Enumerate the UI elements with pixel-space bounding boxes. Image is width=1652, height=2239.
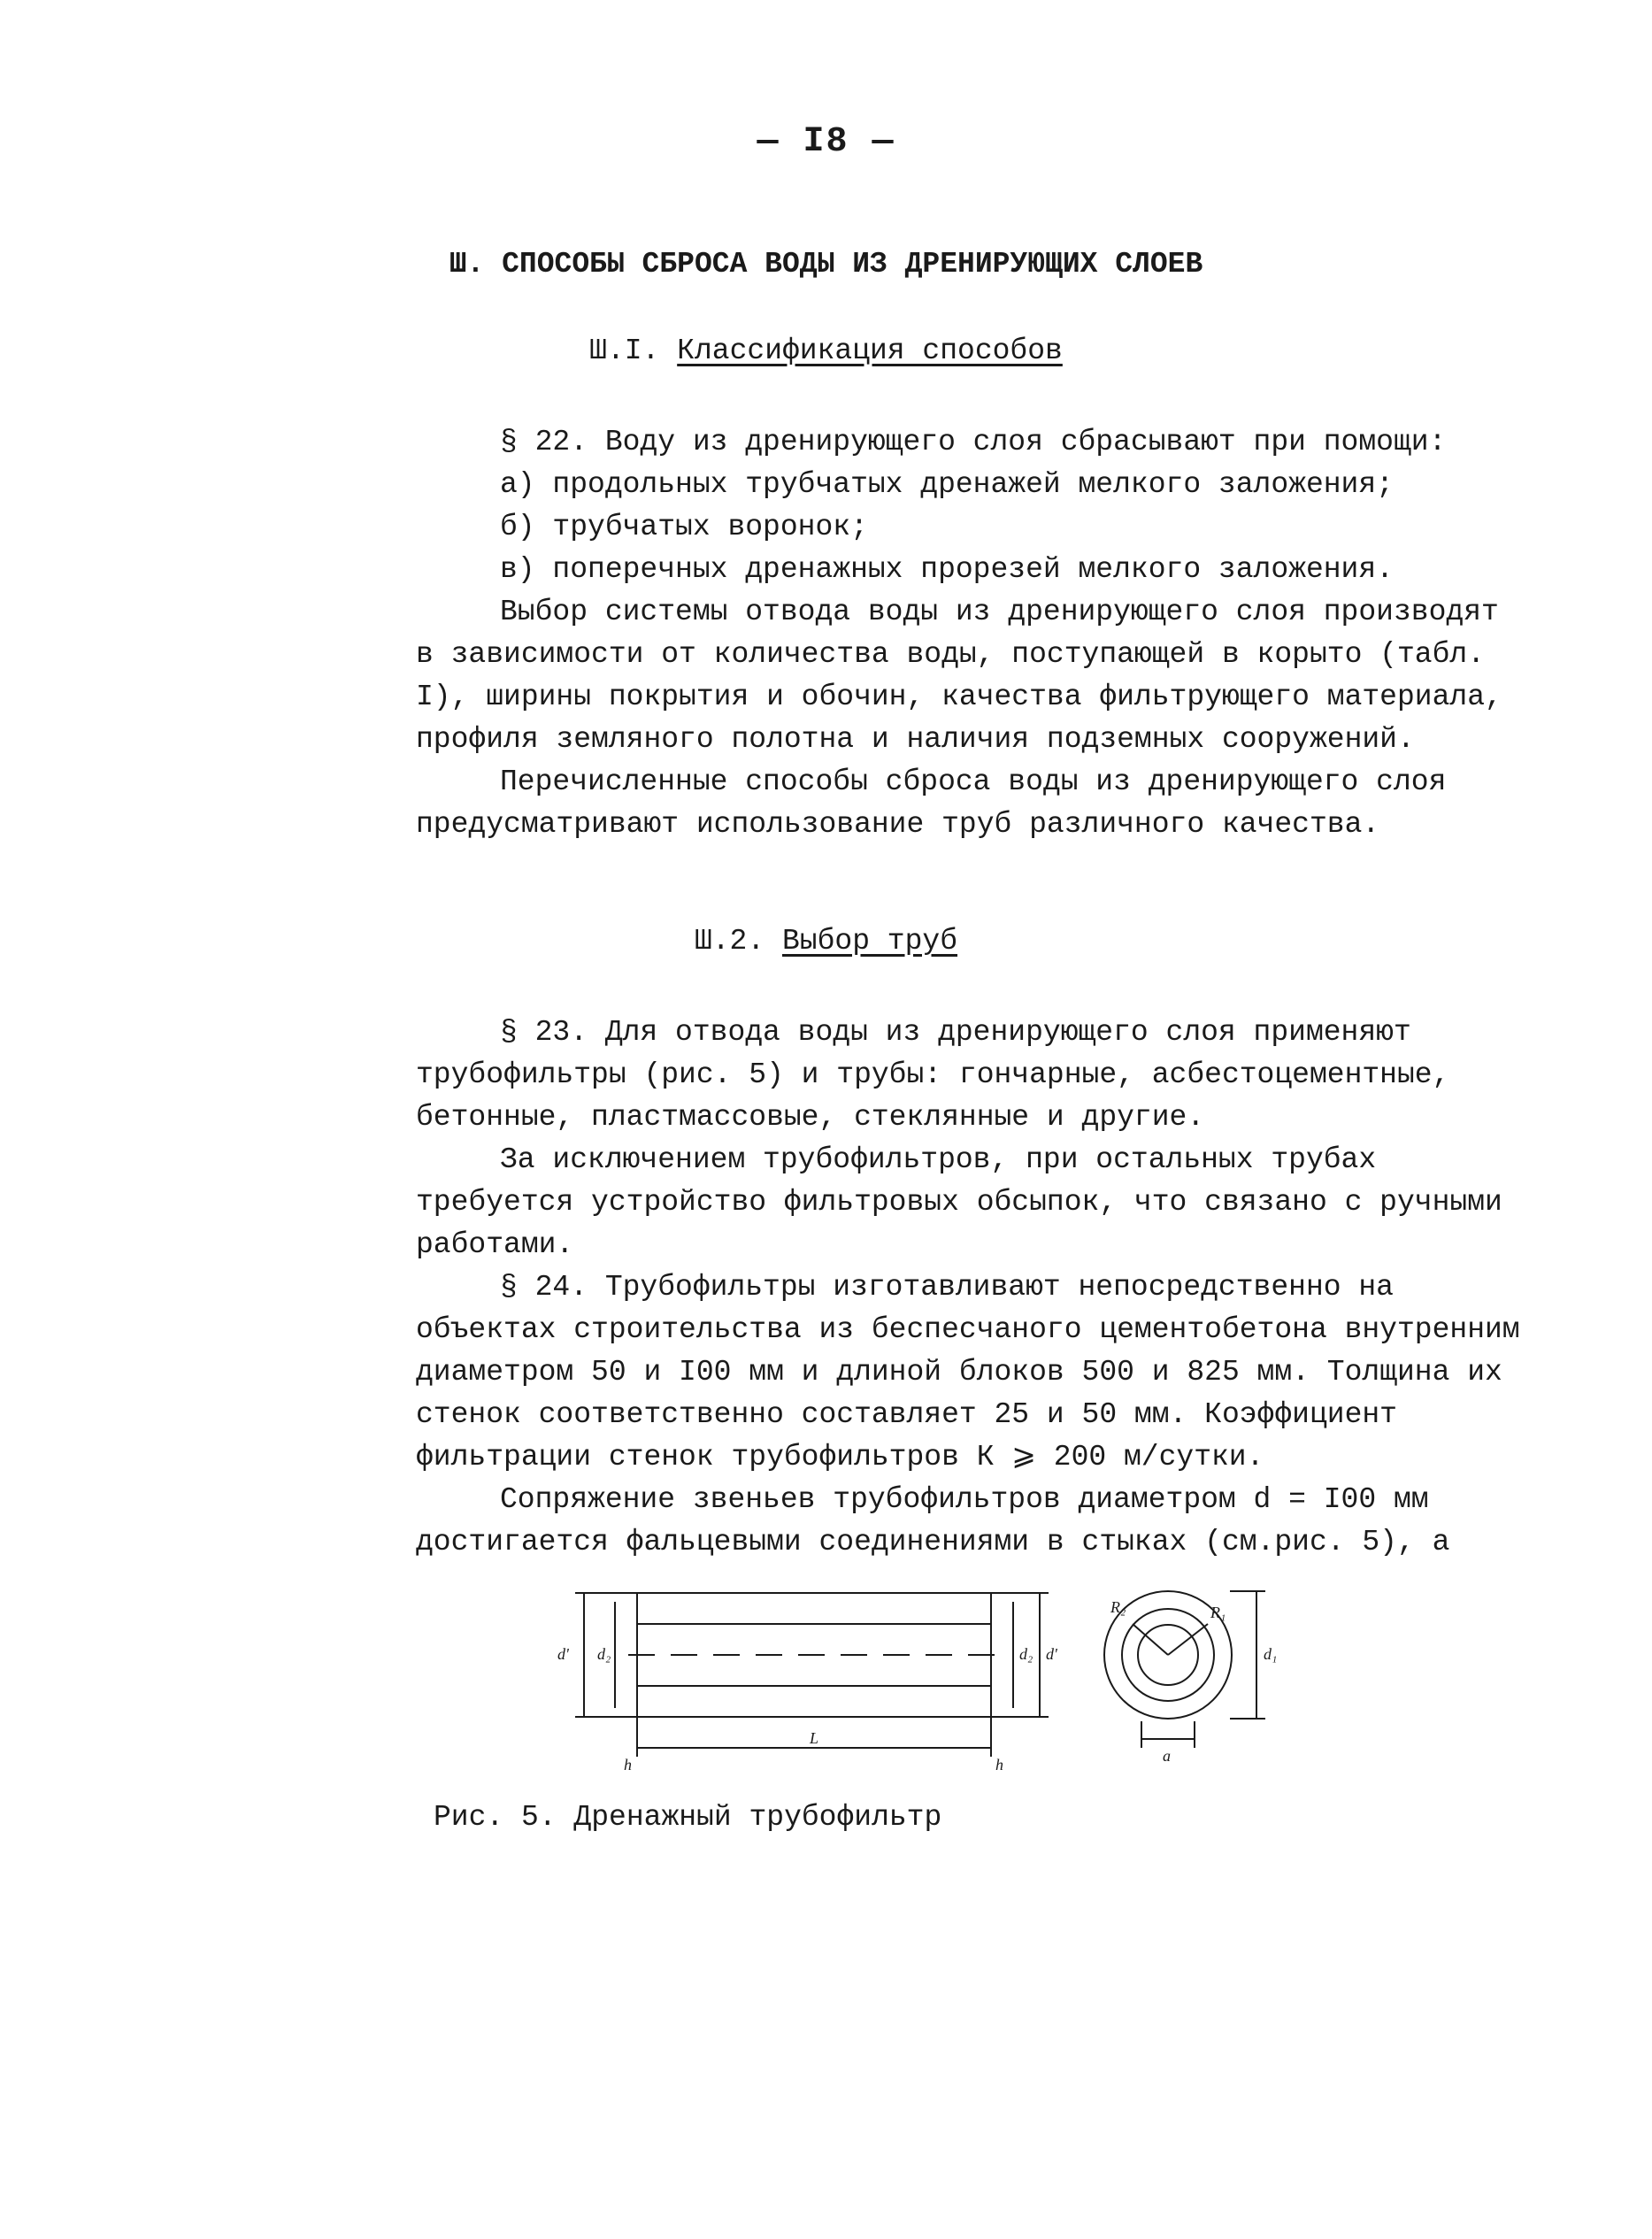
dim-label-d2-right: d₂ bbox=[1019, 1645, 1033, 1663]
section-title: Ш. СПОСОБЫ СБРОСА ВОДЫ ИЗ ДРЕНИРУЮЩИХ СЛОЕВ bbox=[449, 248, 1203, 281]
body-paragraph: Сопряжение звеньев трубофильтров диаметром d = I00 мм достигается фальцевыми соединениями в стыках (см.рис. 5), а bbox=[416, 1483, 1450, 1558]
dim-label-h-right: h bbox=[995, 1756, 1003, 1774]
subsection-number: Ш.I. bbox=[589, 335, 660, 367]
paragraph-22 bbox=[416, 421, 1522, 846]
dim-label-d-prime-right: d' bbox=[1046, 1645, 1057, 1663]
dim-label-d-prime: d' bbox=[557, 1645, 569, 1663]
subsection-title: Выбор труб bbox=[781, 925, 958, 958]
subsection-title: Классификация способов bbox=[677, 335, 1063, 367]
body-paragraph: § 23. Для отвода воды из дренирующего слоя применяют трубофильтры (рис. 5) и трубы: гончарные, асбестоцементные, бетонные, пластмассовые, стеклянные и другие. bbox=[416, 1016, 1450, 1134]
body-paragraph: Выбор системы отвода воды из дренирующего слоя производят в зависимости от количества воды, поступающей в корыто (табл. I), ширины покрытия и обочин, качества фильтрующего материала, профиля земляного полотна и наличия подземных сооружений. bbox=[416, 596, 1502, 756]
paragraph-23-24 bbox=[416, 1012, 1522, 1564]
list-item: в) поперечных дренажных прорезей мелкого заложения. bbox=[500, 553, 1394, 586]
body-paragraph: Перечисленные способы сброса воды из дренирующего слоя предусматривают использование труб различного качества. bbox=[416, 766, 1447, 841]
list-item: а) продольных трубчатых дренажей мелкого заложения; bbox=[500, 468, 1394, 501]
dim-label-h-left: h bbox=[624, 1756, 632, 1774]
body-paragraph: § 24. Трубофильтры изготавливают непосредственно на объектах строительства из беспесчаного цементобетона внутренним диаметром 50 и I00 мм и длиной блоков 500 и 825 мм. Толщина их стенок соответственно составляет 25 и 50 мм. Коэффициент фильтрации стенок трубофильтров К ⩾ 200 м/сутки. bbox=[416, 1271, 1520, 1473]
body-paragraph: За исключением трубофильтров, при остальных трубах требуется устройство фильтровых обсыпок, что связано с ручными работами. bbox=[416, 1143, 1502, 1261]
pipe-filter-drawing bbox=[531, 1575, 1327, 1788]
dim-label-d1: d₁ bbox=[1264, 1645, 1278, 1663]
subsection-heading-1 bbox=[0, 335, 1652, 367]
dim-label-L: L bbox=[810, 1729, 819, 1747]
dim-label-R2: R₂ bbox=[1110, 1598, 1126, 1616]
dim-label-a: a bbox=[1163, 1747, 1171, 1765]
subsection-heading-2 bbox=[0, 925, 1652, 958]
dim-label-d2: d₂ bbox=[597, 1645, 611, 1663]
figure-caption: Рис. 5. Дренажный трубофильтр bbox=[434, 1801, 942, 1834]
subsection-number: Ш.2. bbox=[694, 925, 765, 958]
para22-intro: § 22. Воду из дренирующего слоя сбрасывают при помощи: bbox=[500, 426, 1447, 458]
dim-label-R1: R₁ bbox=[1210, 1604, 1226, 1621]
list-item: б) трубчатых воронок; bbox=[500, 511, 868, 543]
page-number: — I8 — bbox=[757, 122, 895, 162]
